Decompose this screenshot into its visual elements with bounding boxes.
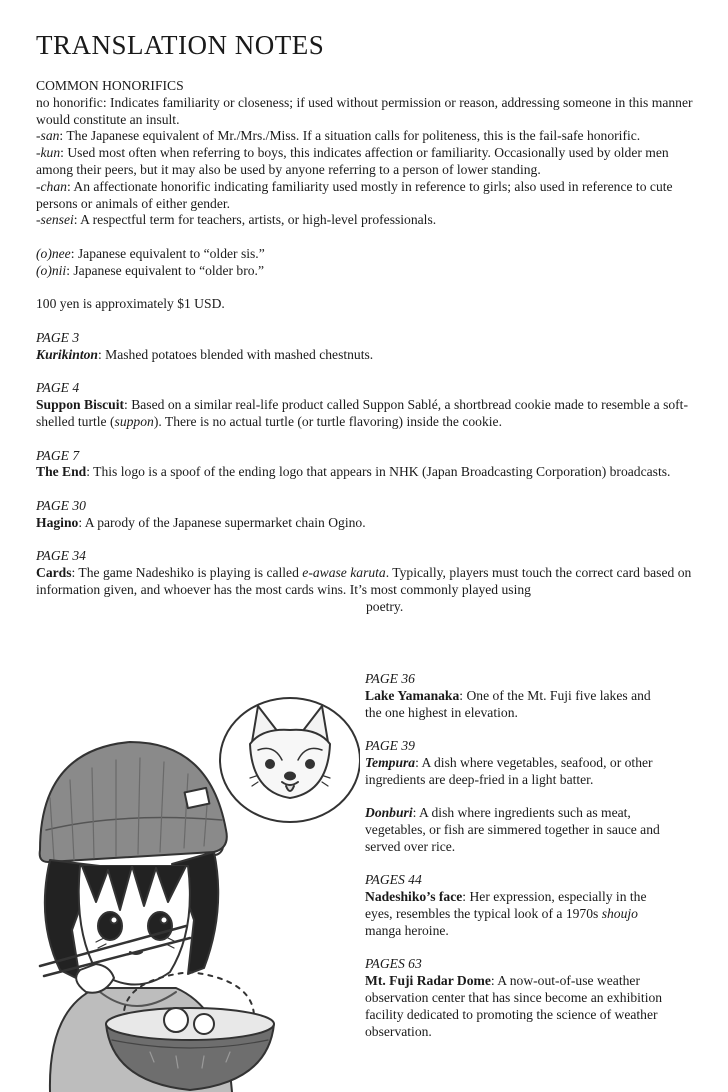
note-nii bbox=[36, 263, 700, 280]
text-suppon-a: : Based on a similar real-life product called Suppon Sablé, a shortbread cookie made to resemble a soft-shelled turtle ( bbox=[36, 397, 688, 429]
honorifics-heading: COMMON HONORIFICS bbox=[36, 78, 184, 93]
term-kurikinton: Kurikinton bbox=[36, 346, 98, 362]
text-nee: : Japanese equivalent to “older sis.” bbox=[70, 245, 265, 261]
text-cards-a: : The game Nadeshiko is playing is called bbox=[71, 565, 303, 581]
term-donburi: Donburi bbox=[365, 805, 413, 820]
note-hagino bbox=[36, 515, 700, 532]
text-donburi: : A dish where ingredients such as meat, vegetables, or fish are simmered together in sauce and served over rice. bbox=[365, 805, 660, 854]
text-nadeshiko-a: : Her expression, especially in the eyes, resembles the typical look of a 1970s bbox=[365, 889, 647, 921]
text-cards-c: poetry. bbox=[366, 598, 404, 614]
page-ref: PAGE 30 bbox=[36, 497, 86, 513]
note-no-honorific: no honorific: Indicates familiarity or closeness; if used without permission or reason, addressing someone in this manner would constitute an insult. bbox=[36, 94, 693, 127]
page-ref: PAGE 7 bbox=[36, 447, 80, 463]
term-chan: -chan bbox=[36, 178, 67, 194]
note-tempura bbox=[365, 754, 665, 788]
term-hagino: Hagino bbox=[36, 514, 79, 530]
term-radar-dome: Mt. Fuji Radar Dome bbox=[365, 973, 491, 988]
page-ref: PAGE 34 bbox=[36, 548, 86, 564]
note-sensei bbox=[36, 212, 700, 229]
text-cards-italic: e-awase karuta bbox=[302, 565, 386, 581]
text-radar-dome: : A now-out-of-use weather observation center that has since become an exhibition facility dedicated to promoting the science of weather observation. bbox=[365, 973, 663, 1039]
term-kun: -kun bbox=[36, 145, 61, 161]
page-ref: PAGE 39 bbox=[365, 738, 415, 753]
text-kurikinton: : Mashed potatoes blended with mashed chestnuts. bbox=[97, 346, 374, 362]
term-nii: (o)nii bbox=[36, 262, 67, 278]
term-the-end: The End bbox=[36, 464, 87, 480]
term-suppon-biscuit: Suppon Biscuit bbox=[36, 397, 125, 413]
term-cards: Cards bbox=[36, 565, 72, 581]
page-ref: PAGE 4 bbox=[36, 380, 80, 396]
text-lake-yamanaka: : One of the Mt. Fuji five lakes and the one highest in elevation. bbox=[365, 688, 651, 720]
text-the-end: : This logo is a spoof of the ending logo that appears in NHK (Japan Broadcasting Corporation) broadcasts. bbox=[86, 464, 671, 480]
note-kun bbox=[36, 145, 700, 179]
text-nadeshiko-italic: shoujo bbox=[601, 906, 638, 921]
note-the-end bbox=[36, 464, 700, 481]
text-nadeshiko-b: manga heroine. bbox=[365, 923, 449, 938]
page-ref: PAGES 63 bbox=[365, 956, 422, 971]
note-san bbox=[36, 128, 700, 145]
note-nee bbox=[36, 246, 700, 263]
term-nee: (o)nee bbox=[36, 245, 71, 261]
text-nii: : Japanese equivalent to “older bro.” bbox=[66, 262, 264, 278]
page-ref: PAGE 36 bbox=[365, 671, 415, 686]
text-suppon-italic: suppon bbox=[114, 413, 154, 429]
text-cards-b: . Typically, players must touch the correct card based on information given, and whoever has the most cards wins. It’s most commonly played using bbox=[36, 565, 692, 597]
right-column-notes bbox=[365, 670, 665, 1040]
note-yen: 100 yen is approximately $1 USD. bbox=[36, 296, 225, 312]
manga-illustration bbox=[0, 680, 360, 1092]
text-san: : The Japanese equivalent of Mr./Mrs./Miss. If a situation calls for politeness, this is the fail-safe honorific. bbox=[59, 128, 641, 144]
page-ref: PAGES 44 bbox=[365, 872, 422, 887]
term-san: -san bbox=[36, 128, 60, 144]
note-donburi bbox=[365, 804, 665, 855]
text-hagino: : A parody of the Japanese supermarket chain Ogino. bbox=[78, 514, 366, 530]
term-nadeshiko-face: Nadeshiko’s face bbox=[365, 889, 463, 904]
term-sensei: -sensei bbox=[36, 212, 74, 228]
page-title: TRANSLATION NOTES bbox=[36, 30, 325, 60]
note-lake-yamanaka bbox=[365, 687, 665, 721]
note-chan bbox=[36, 179, 700, 213]
note-nadeshiko-face bbox=[365, 888, 665, 939]
text-suppon-b: ). There is no actual turtle (or turtle flavoring) inside the cookie. bbox=[153, 413, 502, 429]
note-radar-dome bbox=[365, 972, 665, 1040]
note-suppon-biscuit bbox=[36, 397, 700, 431]
term-tempura: Tempura bbox=[365, 755, 416, 770]
term-lake-yamanaka: Lake Yamanaka bbox=[365, 688, 460, 703]
main-notes bbox=[36, 78, 700, 616]
note-cards bbox=[36, 565, 700, 599]
text-chan: : An affectionate honorific indicating familiarity used mostly in reference to girls; also used in reference to cute persons or animals of either gender. bbox=[36, 178, 673, 211]
text-kun: : Used most often when referring to boys, this indicates affection or familiarity. Occasionally used by older men among their peers, but it may also be used by anyone referring to a person of lower standing. bbox=[36, 145, 669, 177]
text-tempura: : A dish where vegetables, seafood, or other ingredients are deep-fried in a light batter. bbox=[365, 755, 653, 787]
note-kurikinton bbox=[36, 347, 700, 364]
page-ref: PAGE 3 bbox=[36, 329, 80, 345]
text-sensei: : A respectful term for teachers, artists, or high-level professionals. bbox=[73, 212, 437, 228]
